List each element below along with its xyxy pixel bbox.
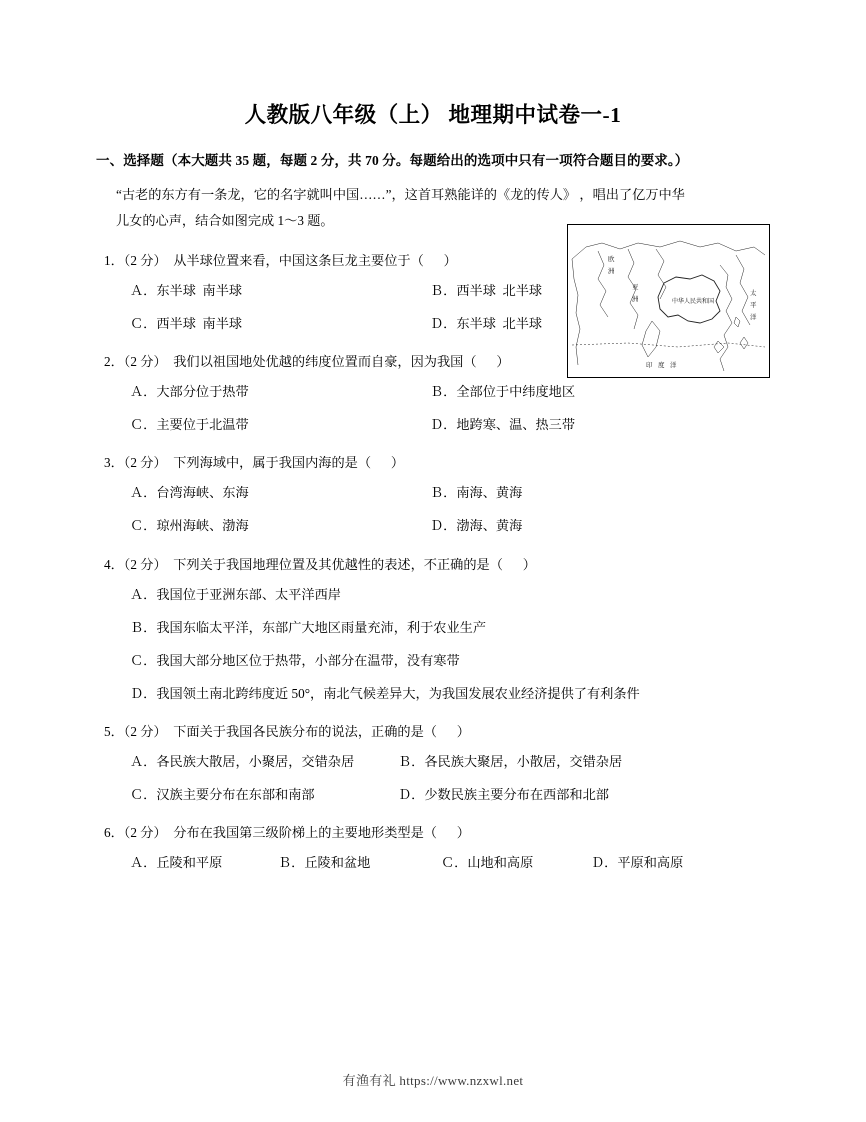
option-b[interactable]: Ｂ．丘陵和盆地 — [278, 855, 371, 871]
option-c[interactable]: Ｃ．主要位于北温带 — [130, 417, 249, 433]
question-2-text: 我们以祖国地处优越的纬度位置而自豪，因为我国（ ） — [173, 354, 510, 370]
option-d[interactable]: Ｄ．平原和高原 — [591, 855, 684, 871]
question-3-stem — [96, 450, 770, 475]
question-4-text: 下列关于我国地理位置及其优越性的表述，不正确的是（ ） — [173, 556, 536, 572]
option-c[interactable]: Ｃ．山地和高原 — [441, 855, 534, 871]
option-c[interactable]: Ｃ．琼州海峡、渤海 — [130, 518, 249, 534]
china-location-map — [567, 224, 770, 378]
question-5-text: 下面关于我国各民族分布的说法，正确的是（ ） — [173, 723, 470, 739]
option-d[interactable]: Ｄ．渤海、黄海 — [430, 518, 523, 534]
svg-text:中华人民共和国: 中华人民共和国 — [672, 299, 715, 305]
option-row — [130, 379, 770, 404]
option-a[interactable]: Ａ．东半球 南半球 — [130, 282, 243, 298]
page-title: 人教版八年级（上） 地理期中试卷一-1 — [244, 103, 622, 127]
option-row — [130, 749, 770, 774]
option-a[interactable]: Ａ．各民族大散居，小聚居，交错杂居 — [130, 754, 355, 770]
question-6-stem — [96, 820, 770, 845]
option-c[interactable]: Ｃ．汉族主要分布在东部和南部 — [130, 787, 315, 803]
option-row — [130, 480, 770, 505]
question-3-number: 3． — [104, 455, 124, 471]
svg-text:洲: 洲 — [608, 268, 615, 275]
question-6-options — [96, 850, 770, 875]
question-2-number: 2． — [104, 354, 124, 370]
svg-text:欧: 欧 — [608, 256, 615, 263]
svg-text:平: 平 — [750, 302, 757, 309]
question-4-number: 4． — [104, 556, 124, 572]
question-6 — [96, 820, 770, 875]
question-5-score: （2 分） — [123, 723, 167, 739]
svg-text:洲: 洲 — [632, 296, 639, 303]
option-row — [130, 513, 770, 538]
option-a[interactable]: Ａ．大部分位于热带 — [130, 384, 249, 400]
svg-text:度: 度 — [658, 362, 665, 369]
option-a[interactable]: Ａ．台湾海峡、东海 — [130, 485, 249, 501]
question-1-number: 1． — [104, 252, 124, 268]
question-4 — [96, 552, 770, 706]
option-d[interactable]: Ｄ．我国领土南北跨纬度近 50°，南北气候差异大，为我国发展农业经济提供了有利条件 — [130, 685, 640, 701]
question-3-options — [96, 480, 770, 538]
option-b[interactable]: Ｂ．我国东临太平洋，东部广大地区雨量充沛，利于农业生产 — [130, 619, 487, 635]
question-2-options — [96, 379, 770, 437]
option-b[interactable]: Ｂ．西半球 北半球 — [430, 282, 543, 298]
svg-text:亚: 亚 — [632, 284, 639, 291]
question-1-text: 从半球位置来看，中国这条巨龙主要位于（ ） — [173, 252, 457, 268]
option-row — [130, 412, 770, 437]
option-row — [130, 782, 770, 807]
question-5-number: 5． — [104, 723, 124, 739]
question-4-score: （2 分） — [123, 556, 167, 572]
option-d[interactable]: Ｄ．少数民族主要分布在西部和北部 — [398, 787, 609, 803]
question-3-text: 下列海域中，属于我国内海的是（ ） — [173, 455, 405, 471]
question-3 — [96, 450, 770, 538]
option-b[interactable]: Ｂ．南海、黄海 — [430, 485, 523, 501]
option-a[interactable]: Ａ．丘陵和平原 — [130, 855, 223, 871]
option-d[interactable]: Ｄ．地跨寒、温、热三带 — [430, 417, 576, 433]
option-row — [130, 850, 770, 875]
svg-text:洋: 洋 — [670, 362, 677, 369]
question-1-score: （2 分） — [123, 252, 167, 268]
section-heading: 一、选择题（本大题共 35 题，每题 2 分，共 70 分。每题给出的选项中只有一项符合题目的要求。） — [96, 152, 689, 168]
question-2-score: （2 分） — [123, 354, 167, 370]
question-4-options — [96, 582, 770, 706]
intro-line-1: “古老的东方有一条龙，它的名字就叫中国……”，这首耳熟能详的《龙的传人》 ，唱出了亿万中华 — [116, 187, 685, 203]
question-6-score: （2 分） — [123, 825, 167, 841]
option-b[interactable]: Ｂ．各民族大聚居，小散居，交错杂居 — [398, 754, 623, 770]
question-5 — [96, 719, 770, 807]
question-6-text: 分布在我国第三级阶梯上的主要地形类型是（ ） — [173, 825, 470, 841]
option-a[interactable]: Ａ．我国位于亚洲东部、太平洋西岸 — [130, 586, 341, 602]
option-d[interactable]: Ｄ．东半球 北半球 — [430, 316, 543, 332]
option-c[interactable]: Ｃ．我国大部分地区位于热带，小部分在温带，没有寒带 — [130, 652, 460, 668]
option-b[interactable]: Ｂ．全部位于中纬度地区 — [430, 384, 576, 400]
svg-text:印: 印 — [646, 362, 653, 369]
svg-text:太: 太 — [750, 290, 757, 297]
question-5-stem — [96, 719, 770, 744]
question-6-number: 6． — [104, 825, 124, 841]
intro-line-2: 儿女的心声，结合如图完成 1～3 题。 — [116, 213, 334, 229]
option-c[interactable]: Ｃ．西半球 南半球 — [130, 316, 243, 332]
question-3-score: （2 分） — [123, 455, 167, 471]
question-4-stem — [96, 552, 770, 577]
footer-watermark: 有渔有礼 https://www.nzxwl.net — [342, 1073, 524, 1088]
svg-text:洋: 洋 — [750, 314, 757, 321]
question-5-options — [96, 749, 770, 807]
